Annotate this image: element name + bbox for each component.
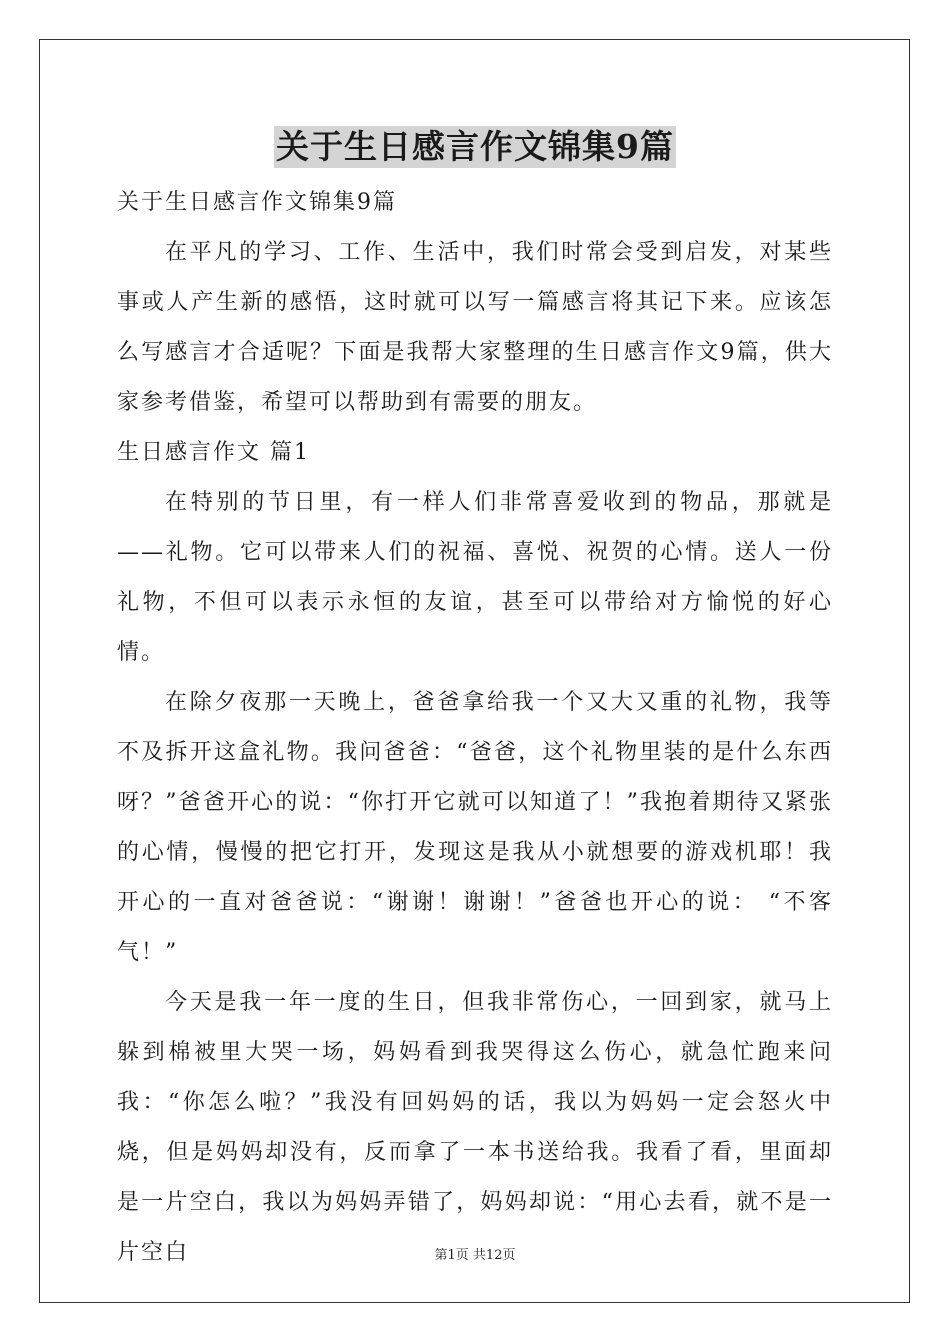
body-paragraph: 今天是我一年一度的生日，但我非常伤心，一回到家，就马上躲到棉被里大哭一场，妈妈看到我哭得这么伤心，就急忙跑来问我：“你怎么啦？”我没有回妈妈的话，我以为妈妈一定会怒火中烧，但是妈妈却没有，反而拿了一本书送给我。我看了看，里面却是一片空白，我以为妈妈弄错了，妈妈却说：“用心去看，就不是一片空白	[117, 990, 833, 1265]
intro-paragraph: 在平凡的学习、工作、生活中，我们时常会受到启发，对某些事或人产生新的感悟，这时就可以写一篇感言将其记下来。应该怎么写感言才合适呢？下面是我帮大家整理的生日感言作文9篇，供大家参考借鉴，希望可以帮助到有需要的朋友。	[117, 240, 833, 415]
body-paragraph: 在除夕夜那一天晚上，爸爸拿给我一个又大又重的礼物，我等不及拆开这盒礼物。我问爸爸：“爸爸，这个礼物里装的是什么东西呀？”爸爸开心的说：“你打开它就可以知道了！”我抱着期待又紧张的心情，慢慢的把它打开，发现这是我从小就想要的游戏机耶！我开心的一直对爸爸说：“谢谢！谢谢！”爸爸也开心的说： “不客气！”	[117, 690, 833, 965]
body-paragraph: 在特别的节日里，有一样人们非常喜爱收到的物品，那就是——礼物。它可以带来人们的祝福、喜悦、祝贺的心情。送人一份礼物，不但可以表示永恒的友谊，甚至可以带给对方愉悦的好心情。	[117, 490, 833, 665]
document-body	[117, 178, 833, 1278]
title-area	[0, 126, 950, 168]
page-footer: 第1页 共12页	[434, 1248, 516, 1263]
section-heading: 生日感言作文 篇1	[117, 440, 310, 465]
document-subtitle: 关于生日感言作文锦集9篇	[117, 190, 397, 215]
document-title: 关于生日感言作文锦集9篇	[276, 127, 674, 166]
